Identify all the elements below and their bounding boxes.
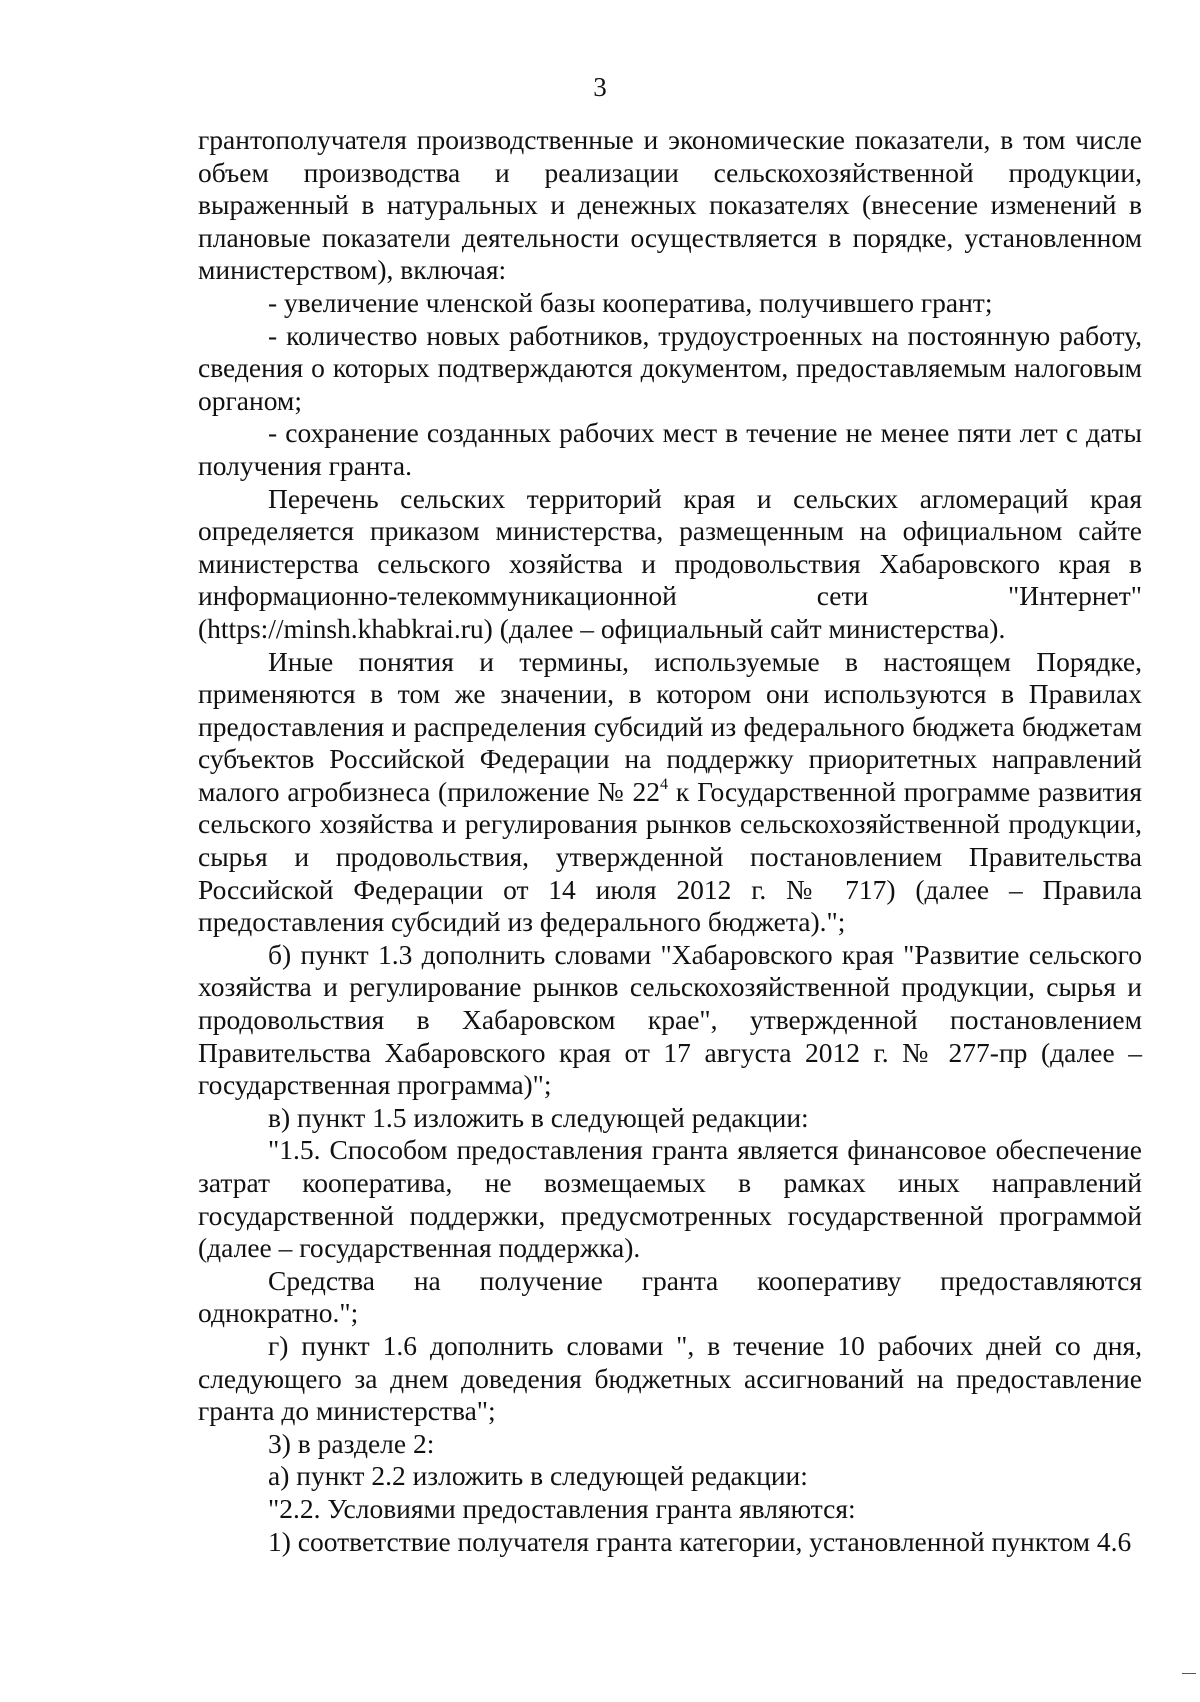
scan-edge-mark <box>1182 1673 1196 1674</box>
page-number: 3 <box>593 72 607 102</box>
paragraph: а) пункт 2.2 изложить в следующей редакции: <box>268 1460 808 1492</box>
paragraph: "2.2. Условиями предоставления гранта являются: <box>268 1492 856 1524</box>
paragraph: "1.5. Способом предоставления гранта является финансовое обеспечение затрат кооператива, не возмещаемых в рамках иных направлений государственной поддержки, предусмотренных государственной программой (далее – государственная поддержка). <box>198 1134 1142 1264</box>
list-item: - количество новых работников, трудоустроенных на постоянную работу, сведения о которых подтверждаются документом, предоставляемым налоговым органом; <box>198 319 1142 416</box>
list-item: - увеличение членской базы кооператива, получившего грант; <box>268 286 993 318</box>
paragraph-text: к Государственной программе развития сельского хозяйства и регулирования рынков сельскохозяйственной продукции, сырья и продовольствия, утвержденной постановлением Правительства Российской Федерации от 14 июля 2012 г. № 717) (далее – Правила предоставления субсидий из федерального бюджета)."; <box>198 775 1142 938</box>
list-item: - сохранение созданных рабочих мест в течение не менее пяти лет с даты получения гранта. <box>198 417 1142 481</box>
paragraph: 1) соответствие получателя гранта категории, установленной пунктом 4.6 <box>268 1525 1132 1557</box>
document-body <box>198 124 1142 1558</box>
superscript: 4 <box>660 775 669 793</box>
paragraph: 3) в разделе 2: <box>268 1427 435 1459</box>
paragraph: Перечень сельских территорий края и сельских агломераций края определяется приказом министерства, размещенным на официальном сайте министерства сельского хозяйства и продовольствия Хабаровского края в информационно-телекоммуникационной сети "Интернет" (https://minsh.khabkrai.ru) (далее – официальный сайт министерства). <box>198 482 1142 644</box>
paragraph: Средства на получение гранта кооперативу предоставляются однократно."; <box>198 1264 1142 1329</box>
paragraph: б) пункт 1.3 дополнить словами "Хабаровского края "Развитие сельского хозяйства и регулирование рынков сельскохозяйственной продукции, сырья и продовольствия в Хабаровском крае", утвержденной постановлением Правительства Хабаровского края от 17 августа 2012 г. № 277-пр (далее – государственная программа)"; <box>198 938 1142 1101</box>
paragraph-text: Иные понятия и термины, используемые в настоящем Порядке, применяются в том же значении, в котором они используются в Правилах предоставления и распределения субсидий из федерального бюджета бюджетам субъектов Российской Федерации на поддержку приоритетных направлений малого агробизнеса (приложение № 22 <box>198 645 1142 807</box>
paragraph: г) пункт 1.6 дополнить словами ", в течение 10 рабочих дней со дня, следующего за днем доведения бюджетных ассигнований на предоставление гранта до министерства"; <box>198 1329 1142 1427</box>
paragraph: в) пункт 1.5 изложить в следующей редакции: <box>268 1101 809 1133</box>
paragraph: грантополучателя производственные и экономические показатели, в том числе объем производства и реализации сельскохозяйственной продукции, выраженный в натуральных и денежных показателях (внесение изменений в плановые показатели деятельности осуществляется в порядке, установленном министерством), включая: <box>198 124 1142 286</box>
paragraph <box>198 646 1142 939</box>
